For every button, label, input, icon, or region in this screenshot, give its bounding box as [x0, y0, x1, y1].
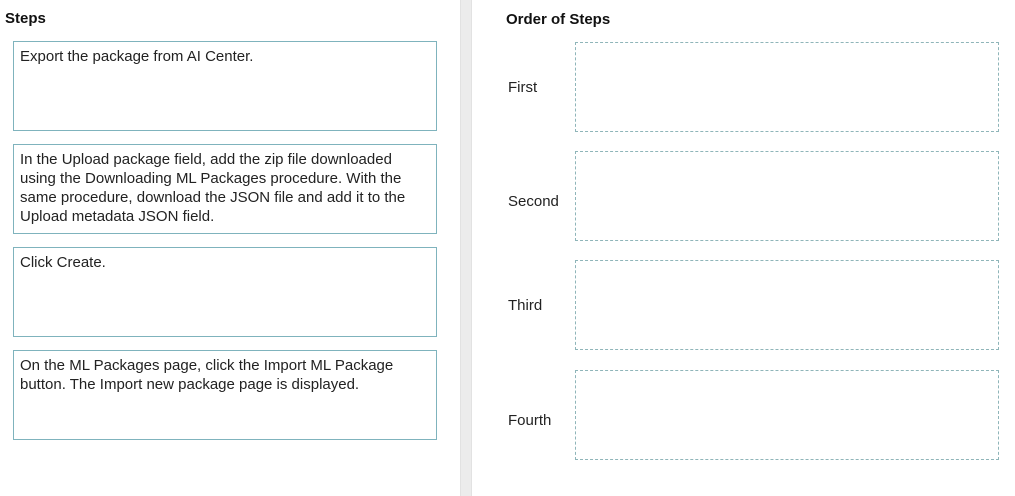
panel-divider [460, 0, 472, 496]
slot-label-fourth: Fourth [508, 412, 552, 429]
slot-label-second: Second [508, 193, 559, 210]
drop-slot-second[interactable] [575, 151, 999, 241]
order-panel [472, 0, 1015, 496]
slot-label-third: Third [508, 297, 543, 314]
drop-slot-fourth[interactable] [575, 370, 999, 460]
order-title: Order of Steps [506, 11, 611, 28]
drop-slot-third[interactable] [575, 260, 999, 350]
steps-panel [0, 0, 460, 496]
step-item-import-ml-package[interactable]: On the ML Packages page, click the Import ML Package button. The Import new package page is displayed. [13, 350, 437, 440]
step-item-export-package[interactable]: Export the package from AI Center. [13, 41, 437, 131]
step-item-click-create[interactable]: Click Create. [13, 247, 437, 337]
step-item-upload-package[interactable]: In the Upload package field, add the zip file downloaded using the Downloading ML Packages procedure. With the same procedure, download the JSON file and add it to the Upload metadata JSON field. [13, 144, 437, 234]
drop-slot-first[interactable] [575, 42, 999, 132]
steps-title: Steps [5, 10, 46, 27]
slot-label-first: First [508, 79, 538, 96]
